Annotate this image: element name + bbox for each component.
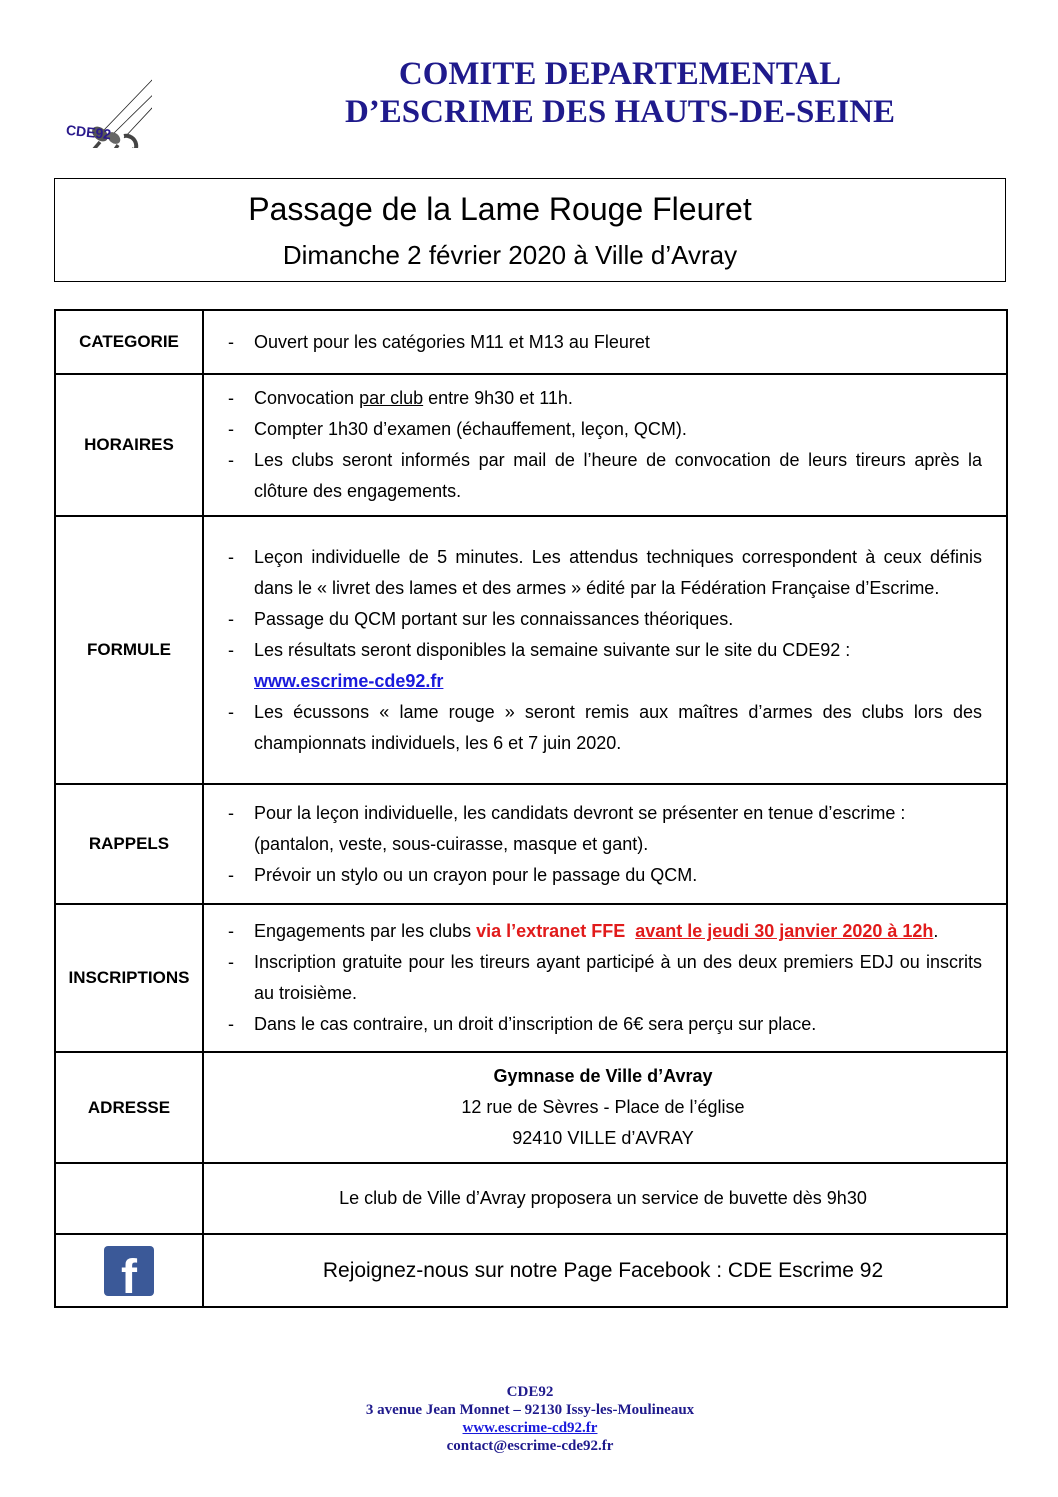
row-label: CATEGORIE <box>55 310 203 374</box>
logo-text: CDE92 <box>65 121 112 143</box>
facebook-text: Rejoignez-nous sur notre Page Facebook : CDE Escrime 92 <box>203 1234 1007 1307</box>
text: Engagements par les clubs <box>254 921 477 941</box>
row-label-empty <box>55 1163 203 1234</box>
list-item <box>224 383 982 414</box>
venue-city: 92410 VILLE d’AVRAY <box>512 1128 694 1148</box>
row-label: HORAIRES <box>55 374 203 516</box>
facebook-glyph: f <box>121 1250 137 1304</box>
event-date-location: Dimanche 2 février 2020 à Ville d’Avray <box>282 240 738 270</box>
header-line-1: COMITE DEPARTEMENTAL <box>398 56 842 92</box>
row-label-facebook <box>55 1234 203 1307</box>
row-label: FORMULE <box>55 516 203 784</box>
text: Convocation <box>254 388 360 408</box>
row-label: INSCRIPTIONS <box>55 904 203 1052</box>
table-row-formule <box>55 516 1007 784</box>
row-content <box>203 1052 1007 1163</box>
list-item: - Dans le cas contraire, un droit d’inscription de 6€ sera perçu sur place. <box>224 1009 982 1040</box>
list-item: - Inscription gratuite pour les tireurs ayant participé à un des deux premiers EDJ ou inscrits au troisième. <box>224 947 982 1009</box>
row-content <box>203 516 1007 784</box>
info-table <box>54 309 1008 1308</box>
list-item: - Prévoir un stylo ou un crayon pour le passage du QCM. <box>224 860 982 891</box>
list-item: - Les clubs seront informés par mail de l’heure de convocation de leurs tireurs après la clôture des engagements. <box>224 445 982 507</box>
underlined-text: par club <box>359 388 424 408</box>
table-row-adresse <box>55 1052 1007 1163</box>
list-item: - Compter 1h30 d’examen (échauffement, leçon, QCM). <box>224 414 982 445</box>
row-content <box>203 784 1007 904</box>
row-content <box>203 374 1007 516</box>
text: Les résultats seront disponibles la semaine suivante sur le site du CDE92 : <box>254 639 851 660</box>
alert-text: via l’extranet FFE <box>476 921 626 941</box>
list-item: - Les écussons « lame rouge » seront remis aux maîtres d’armes des clubs lors des championnats individuels, les 6 et 7 juin 2020. <box>224 697 982 759</box>
list-item <box>224 916 982 947</box>
organization-header <box>290 55 950 131</box>
row-content <box>203 904 1007 1052</box>
text: entre 9h30 et 11h. <box>423 388 573 408</box>
list-item: - Ouvert pour les catégories M11 et M13 au Fleuret <box>224 327 982 358</box>
footer <box>230 1383 830 1455</box>
text: . <box>933 921 939 941</box>
table-row-inscriptions <box>55 904 1007 1052</box>
table-row-rappels <box>55 784 1007 904</box>
facebook-icon[interactable] <box>104 1246 154 1304</box>
website-link[interactable]: www.escrime-cde92.fr <box>254 670 444 691</box>
footer-email[interactable]: contact@escrime-cde92.fr <box>446 1438 614 1454</box>
event-title-box <box>54 178 1006 282</box>
cde92-logo <box>62 38 152 148</box>
list-item: - Leçon individuelle de 5 minutes. Les attendus techniques correspondent à ceux définis dans le « livret des lames et des armes » édité par la Fédération Française d’Escrime. <box>224 542 982 604</box>
footer-org: CDE92 <box>506 1384 554 1400</box>
list-item <box>224 635 982 697</box>
list-item: - Pour la leçon individuelle, les candidats devront se présenter en tenue d’escrime : (pantalon, veste, sous-cuirasse, masque et gant). <box>224 798 982 860</box>
list-item: - Passage du QCM portant sur les connaissances théoriques. <box>224 604 982 635</box>
deadline-text: avant le jeudi 30 janvier 2020 à 12h <box>635 921 934 941</box>
event-title: Passage de la Lame Rouge Fleuret <box>248 191 752 227</box>
table-row-horaires <box>55 374 1007 516</box>
table-row-buvette <box>55 1163 1007 1234</box>
buvette-text: Le club de Ville d’Avray proposera un service de buvette dès 9h30 <box>203 1163 1007 1234</box>
row-label: RAPPELS <box>55 784 203 904</box>
footer-address: 3 avenue Jean Monnet – 92130 Issy-les-Moulineaux <box>365 1402 695 1418</box>
row-content <box>203 310 1007 374</box>
header-line-2: D’ESCRIME DES HAUTS-DE-SEINE <box>344 94 896 130</box>
row-label: ADRESSE <box>55 1052 203 1163</box>
venue-name: Gymnase de Ville d’Avray <box>493 1066 713 1086</box>
venue-street: 12 rue de Sèvres - Place de l’église <box>461 1097 745 1117</box>
footer-website-link[interactable]: www.escrime-cd92.fr <box>462 1420 598 1436</box>
table-row-facebook <box>55 1234 1007 1307</box>
table-row-categorie <box>55 310 1007 374</box>
